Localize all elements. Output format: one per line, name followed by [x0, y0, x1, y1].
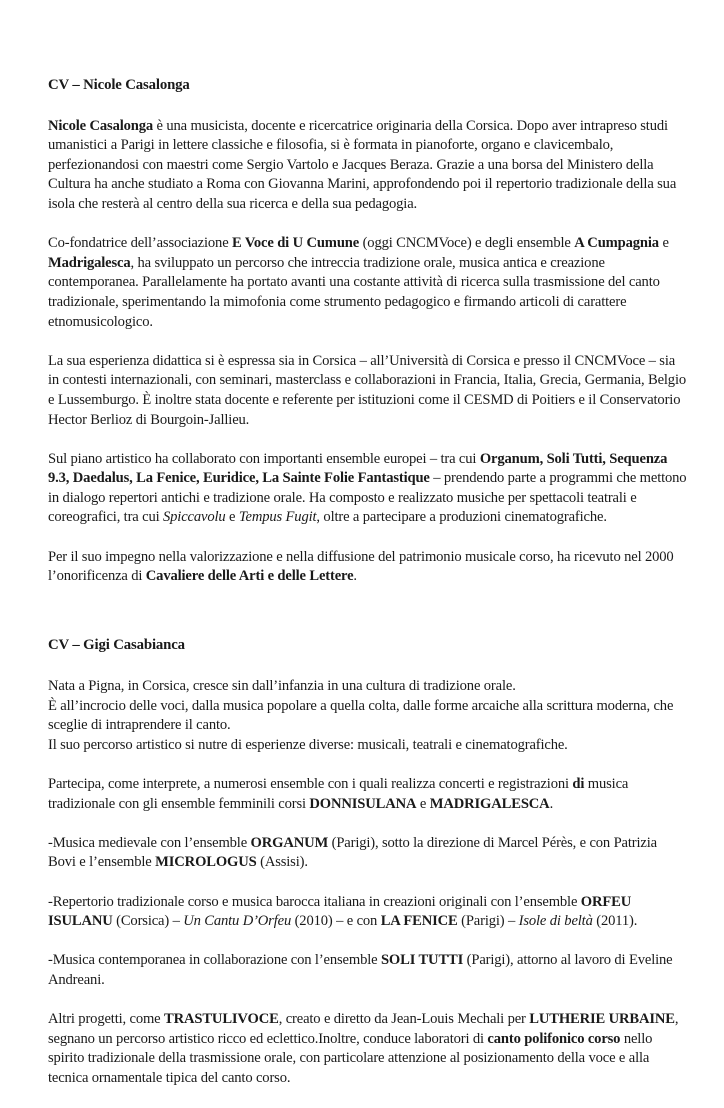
text-run: Il suo percorso artistico si nutre di esperienze diverse: musicali, teatrali e cinematografiche.: [48, 736, 568, 753]
paragraph: [48, 775, 688, 814]
text-run: Sul piano artistico ha collaborato con importanti ensemble europei – tra cui: [48, 450, 480, 467]
bold-text: ORGANUM: [250, 834, 329, 851]
bold-text: Organum, Soli Tutti, Sequenza 9.3, Daedalus, La Fenice, Euridice, La Sainte Folie Fantastique: [48, 450, 668, 487]
text-run: Altri progetti, come: [48, 1011, 165, 1028]
bold-text: MADRIGALESCA: [429, 795, 550, 812]
paragraph: [48, 548, 688, 587]
text-run: e: [225, 509, 239, 526]
text-run: nello spirito tradizionale della trasmissione orale, con particolare attenzione al posizionamento della voce e alla tecnica ornamentale tipica del canto corso.: [48, 1030, 653, 1086]
italic-text: Tempus Fugit: [238, 509, 317, 526]
bold-text: A Cumpagnia: [574, 235, 659, 252]
text-run: (2011).: [592, 913, 638, 930]
bold-text: Madrigalesca: [48, 254, 131, 271]
text-run: Partecipa, come interprete, a numerosi ensemble con i quali realizza concerti e registrazioni: [48, 776, 573, 792]
text-run: – prendendo parte a programmi che mettono in dialogo repertori antichi e tradizione orale. Ha composto e realizzato musiche per spettacoli teatrali e coreografici, tra cui: [48, 470, 687, 526]
text-run: (Parigi) –: [457, 913, 519, 930]
text-run: (Parigi), attorno al lavoro di Eveline Andreani.: [48, 952, 673, 988]
text-run: (oggi CNCMVoce) e degli ensemble: [359, 235, 575, 252]
cv-nicole-casalonga: [48, 76, 688, 587]
document-page: [48, 76, 688, 1108]
italic-text: Spiccavolu: [163, 509, 226, 526]
paragraph: [48, 117, 688, 215]
paragraph: [48, 234, 688, 332]
bold-text: TRASTULIVOCE: [164, 1011, 279, 1028]
bold-text: MICROLOGUS: [155, 854, 257, 871]
text-run: .: [549, 795, 554, 812]
section-heading: CV – Nicole Casalonga: [48, 77, 190, 93]
text-run: È all’incrocio delle voci, dalla musica popolare a quella colta, dalle forme arcaiche alla scrittura moderna, che sceglie di intraprendere il canto.: [48, 697, 674, 734]
paragraph: [48, 1010, 688, 1088]
paragraph: [48, 834, 688, 873]
text-run: .: [353, 568, 357, 585]
cv-gigi-casabianca: [48, 636, 688, 1088]
bold-text: canto polifonico corso: [487, 1030, 621, 1047]
bold-text: LA FENICE: [380, 913, 458, 930]
italic-text: Isole di beltà: [518, 913, 593, 930]
paragraph: [48, 352, 688, 430]
text-run: musica tradizionale con gli ensemble femminili corsi: [48, 776, 629, 812]
paragraph: [48, 951, 688, 990]
italic-text: Un Cantu D’Orfeu: [183, 913, 292, 930]
text-run: Co-fondatrice dell’associazione: [48, 235, 233, 252]
text-run: -Musica medievale con l’ensemble: [48, 834, 251, 851]
bold-text: E Voce di U Cumune: [232, 235, 360, 252]
text-run: , oltre a partecipare a produzioni cinematografiche.: [316, 509, 607, 526]
text-run: (Parigi), sotto la direzione di Marcel Pérès, e con Patrizia Bovi e l’ensemble: [48, 834, 657, 871]
text-run: (2010) – e con: [291, 913, 381, 930]
text-run: e: [658, 235, 669, 252]
text-run: , ha sviluppato un percorso che intreccia tradizione orale, musica antica e creazione contemporanea. Parallelamente ha portato avanti una costante attività di ricerca sulla trasmissione del canto tradizionale, sperimentando la mimofonia come strumento pedagogico e firmando articoli di carattere etnomusicologico.: [48, 254, 660, 330]
text-run: -Repertorio tradizionale corso e musica barocca italiana in creazioni originali con l’ensemble: [48, 893, 581, 910]
bold-text: LUTHERIE URBAINE: [529, 1011, 675, 1028]
text-run: Nata a Pigna, in Corsica, cresce sin dall’infanzia in una cultura di tradizione orale.: [48, 678, 516, 695]
paragraph: [48, 677, 688, 755]
text-run: e: [416, 795, 430, 812]
text-run: -Musica contemporanea in collaborazione con l’ensemble: [48, 952, 381, 969]
text-run: , segnano un percorso artistico ricco ed eclettico.Inoltre, conduce laboratori di: [48, 1011, 679, 1047]
paragraph: [48, 450, 688, 528]
text-run: (Corsica) –: [112, 913, 184, 930]
bold-text: DONNISULANA: [309, 795, 417, 812]
text-run: è una musicista, docente e ricercatrice originaria della Corsica. Dopo aver intrapreso studi umanistici a Parigi in lettere classiche e filosofia, si è formata in pianoforte, organo e clavicembalo, perfezionandosi con maestri come Sergio Vartolo e Jacques Beraza. Grazie a una borsa del Ministero della Cultura ha anche studiato a Roma con Giovanna Marini, approfondendo poi il repertorio tradizionale della sua isola che resterà al centro della sua ricerca e della sua pedagogia.: [48, 117, 677, 212]
bold-text: di: [572, 776, 585, 792]
text-run: (Assisi).: [256, 854, 308, 871]
paragraph: [48, 893, 688, 932]
section-spacer: [48, 606, 688, 636]
section-heading: CV – Gigi Casabianca: [48, 637, 185, 654]
bold-text: ORFEU ISULANU: [48, 893, 632, 930]
bold-text: SOLI TUTTI: [380, 952, 464, 969]
text-run: , creato e diretto da Jean-Louis Mechali per: [278, 1011, 530, 1028]
bold-text: Nicole Casalonga: [48, 117, 154, 134]
bold-text: Cavaliere delle Arti e delle Lettere: [145, 568, 354, 585]
text-run: La sua esperienza didattica si è espressa sia in Corsica – all’Università di Corsica e presso il CNCMVoce – sia in contesti internazionali, con seminari, masterclass e collaborazioni in Francia, Italia, Grecia, Germania, Belgio e Lussemburgo. È inoltre stata docente e referente per istituzioni come il CESMD di Poitiers e il Conservatorio Hector Berlioz di Bourgoin-Jallieu.: [48, 352, 687, 428]
text-run: Per il suo impegno nella valorizzazione e nella diffusione del patrimonio musicale corso, ha ricevuto nel 2000 l’onorificenza di: [48, 548, 674, 585]
